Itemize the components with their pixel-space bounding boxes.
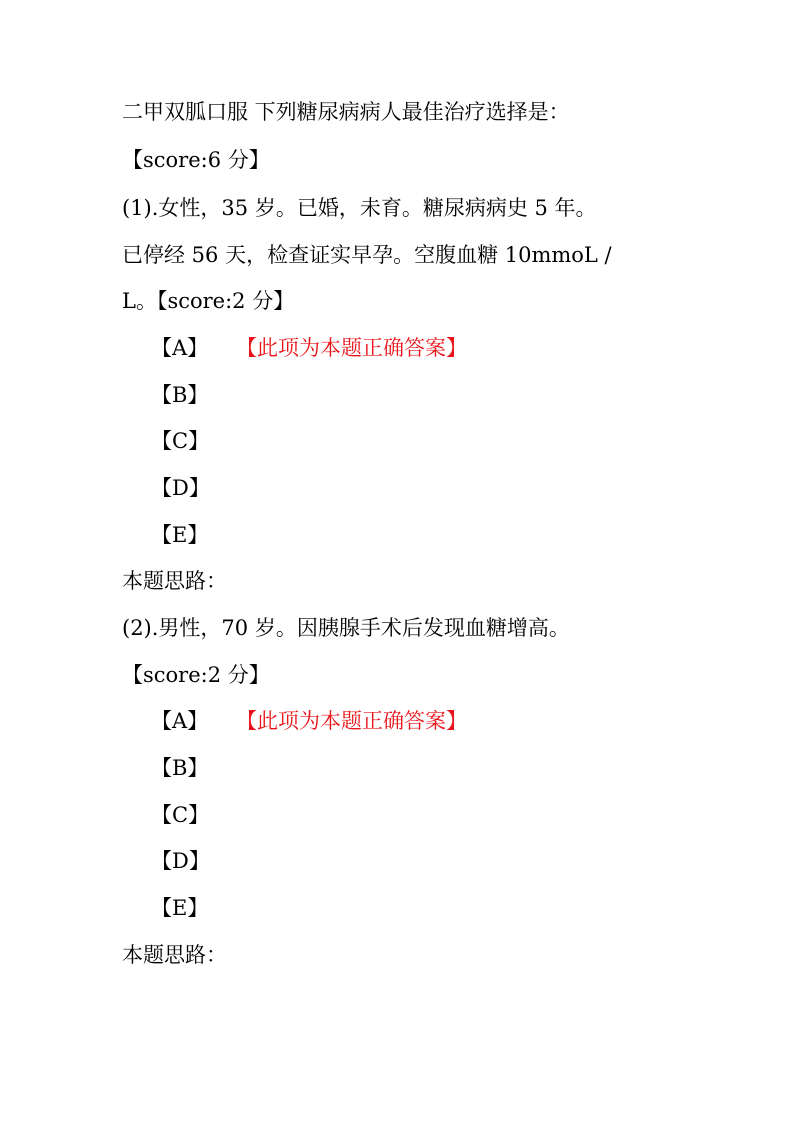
q2-explanation-label: 本题思路： — [122, 943, 227, 967]
q2-option-c: 【C】 — [151, 803, 210, 827]
q1-explanation-label: 本题思路： — [122, 569, 227, 593]
q1-stem-line-2: 已停经 56 天，检查证实早孕。空腹血糖 10mmoL / — [122, 243, 612, 267]
q1-option-a: 【A】 — [151, 336, 209, 360]
q1-option-b: 【B】 — [151, 383, 209, 407]
q2-option-a: 【A】 — [151, 709, 209, 733]
q2-option-d: 【D】 — [151, 849, 210, 873]
question-group-score: 【score:6 分】 — [122, 148, 270, 172]
question-group-title: 二甲双胍口服 下列糖尿病病人最佳治疗选择是： — [122, 100, 570, 124]
q2-stem-line-2: 【score:2 分】 — [122, 663, 270, 687]
q2-stem-line-1: (2).男性，70 岁。因胰腺手术后发现血糖增高。 — [122, 616, 570, 640]
q1-option-d: 【D】 — [151, 476, 210, 500]
q1-correct-answer-mark: 【此项为本题正确答案】 — [236, 336, 467, 360]
q2-option-e: 【E】 — [151, 896, 209, 920]
q1-option-c: 【C】 — [151, 429, 210, 453]
q2-option-b: 【B】 — [151, 756, 209, 780]
q1-option-e: 【E】 — [151, 523, 209, 547]
q1-stem-line-1: (1).女性，35 岁。已婚，未育。糖尿病病史 5 年。 — [122, 196, 597, 220]
q2-correct-answer-mark: 【此项为本题正确答案】 — [236, 709, 467, 733]
q1-stem-line-3: L。【score:2 分】 — [122, 289, 295, 313]
